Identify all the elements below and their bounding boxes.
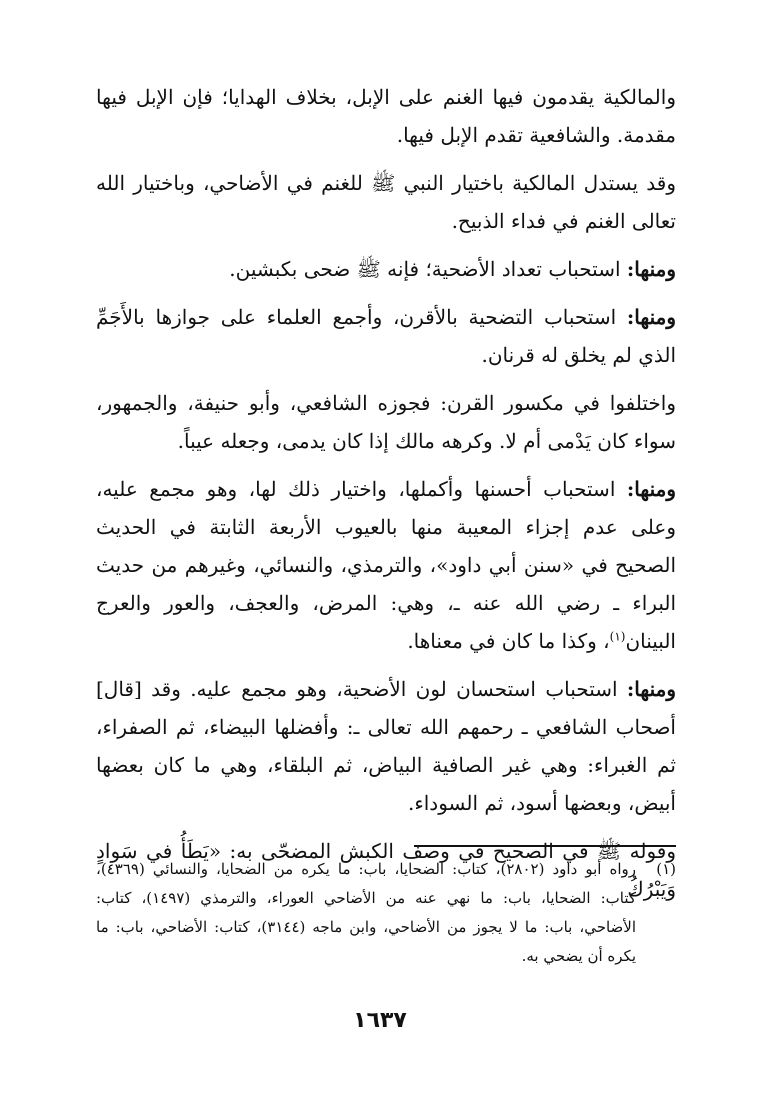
- page-number: ١٦٣٧: [353, 1008, 407, 1033]
- paragraph-lead: ومنها:: [626, 477, 676, 501]
- paragraph-text: وقوله ﷺ في الصحيح في وصف الكبش المضحّى به: «يَطَأُ في سَوادٍ وَيَبْرُكُ: [96, 839, 676, 901]
- paragraph-3: [96, 250, 676, 288]
- paragraph-text: واختلفوا في مكسور القرن: فجوزه الشافعي، وأبو حنيفة، والجمهور، سواء كان يَدْمى أم لا. وكرهه مالك إذا كان يدمى، وجعله عيباً.: [96, 391, 676, 453]
- footnote-1: [96, 855, 676, 971]
- paragraph-tail: ، وكذا ما كان في معناها.: [407, 629, 610, 653]
- paragraph-lead: ومنها:: [626, 677, 676, 701]
- paragraph-6: [96, 470, 676, 660]
- paragraph-1: [96, 78, 676, 154]
- paragraph-4: [96, 298, 676, 374]
- paragraph-7: [96, 670, 676, 822]
- footnote-divider: [414, 845, 676, 847]
- paragraph-2: [96, 164, 676, 240]
- paragraph-lead: ومنها:: [626, 257, 676, 281]
- paragraph-text: استحباب تعداد الأضحية؛ فإنه ﷺ ضحى بكبشين.: [229, 257, 627, 281]
- paragraph-text: والمالكية يقدمون فيها الغنم على الإبل، بخلاف الهدايا؛ فإن الإبل فيها مقدمة. والشافعية تقدم الإبل فيها.: [96, 85, 676, 147]
- paragraph-5: [96, 384, 676, 460]
- paragraph-text: استحباب استحسان لون الأضحية، وهو مجمع عليه. وقد [قال] أصحاب الشافعي ـ رحمهم الله تعالى ـ: وأفضلها البيضاء، ثم الصفراء، ثم الغبراء: وهي غير الصافية البياض، ثم البلقاء، وهي ما كان بعضها أبيض، وبعضها أسود، ثم السوداء.: [96, 677, 676, 815]
- paragraph-text: وقد يستدل المالكية باختيار النبي ﷺ للغنم في الأضاحي، وباختيار الله تعالى الغنم في فداء الذبيح.: [96, 171, 676, 233]
- footnotes: [96, 855, 676, 971]
- paragraph-text: استحباب التضحية بالأقرن، وأجمع العلماء على جوازها بالأَجَمِّ الذي لم يخلق له قرنان.: [96, 305, 676, 367]
- footnote-number: (١): [656, 860, 676, 878]
- footnote-text: رواه أبو داود (٢٨٠٢)، كتاب: الضحايا، باب: ما يكره من الضحايا، والنسائي (٤٣٦٩)، كتاب: الضحايا، باب: ما نهي عنه من الأضاحي العوراء، والترمذي (١٤٩٧)، كتاب: الأضاحي، باب: ما لا يجوز من الأضاحي، وابن ماجه (٣١٤٤)، كتاب: الأضاحي، باب: ما يكره أن يضحي به.: [96, 860, 637, 965]
- footnote-reference[interactable]: (١): [609, 629, 626, 644]
- paragraph-text: استحباب أحسنها وأكملها، واختيار ذلك لها، وهو مجمع عليه، وعلى عدم إجزاء المعيبة منها بالعيوب الأربعة الثابتة في الحديث الصحيح في «سنن أبي داود»، والترمذي، والنسائي، وغيرهم من حديث البراء ـ رضي الله عنه ـ، وهي: المرض، والعجف، والعور والعرج البينان: [96, 477, 676, 653]
- paragraph-lead: ومنها:: [626, 305, 676, 329]
- main-text: [96, 78, 676, 908]
